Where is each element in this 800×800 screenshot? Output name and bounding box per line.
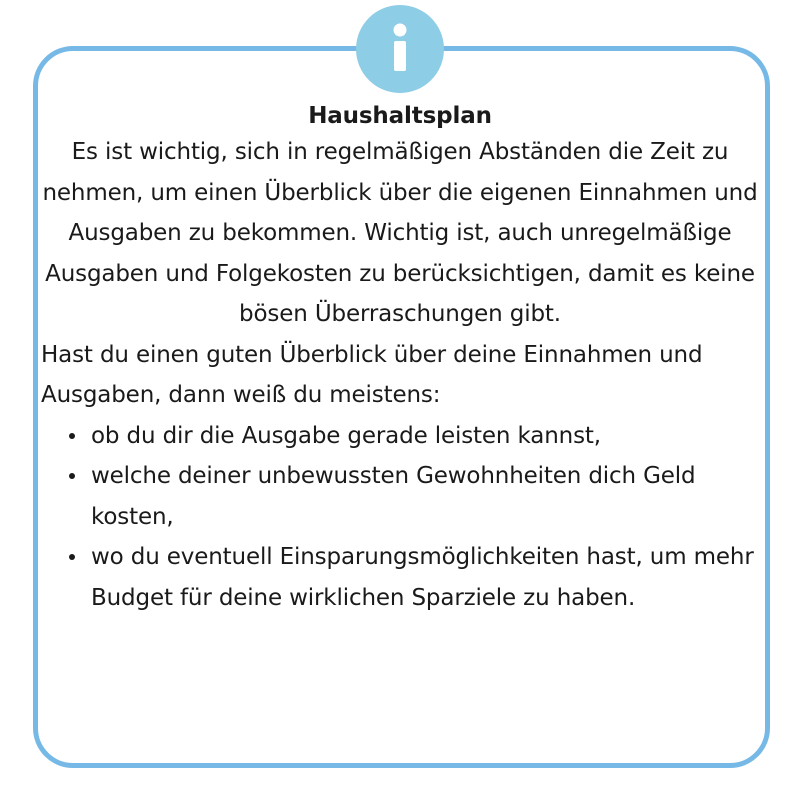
- intro-paragraph: Es ist wichtig, sich in regelmäßigen Abständen die Zeit zu nehmen, um einen Überblick über die eigenen Einnahmen und Ausgaben zu bekommen. Wichtig ist, auch unregelmäßige Ausgaben und Folgekosten zu berücksichtigen, damit es keine bösen Überraschungen gibt.: [42, 139, 758, 327]
- list-item-text: wo du eventuell Einsparungsmöglichkeiten hast, um mehr Budget für deine wirklichen Sparziele zu haben.: [91, 544, 754, 611]
- bullet-list: [41, 416, 759, 619]
- bullet-icon: [69, 473, 75, 479]
- bullet-icon: [69, 554, 75, 560]
- list-item: [91, 456, 759, 537]
- list-item: [91, 416, 759, 457]
- info-icon: [356, 5, 444, 93]
- list-item-text: ob du dir die Ausgabe gerade leisten kannst,: [91, 422, 601, 449]
- lead-paragraph: Hast du einen guten Überblick über deine Einnahmen und Ausgaben, dann weiß du meistens:: [41, 341, 703, 408]
- info-icon-glyph: [356, 5, 444, 93]
- list-item-text: welche deiner unbewussten Gewohnheiten dich Geld kosten,: [91, 463, 696, 530]
- page-title: Haushaltsplan: [308, 103, 492, 129]
- list-item: [91, 537, 759, 618]
- info-content: [41, 100, 759, 618]
- bullet-icon: [69, 433, 75, 439]
